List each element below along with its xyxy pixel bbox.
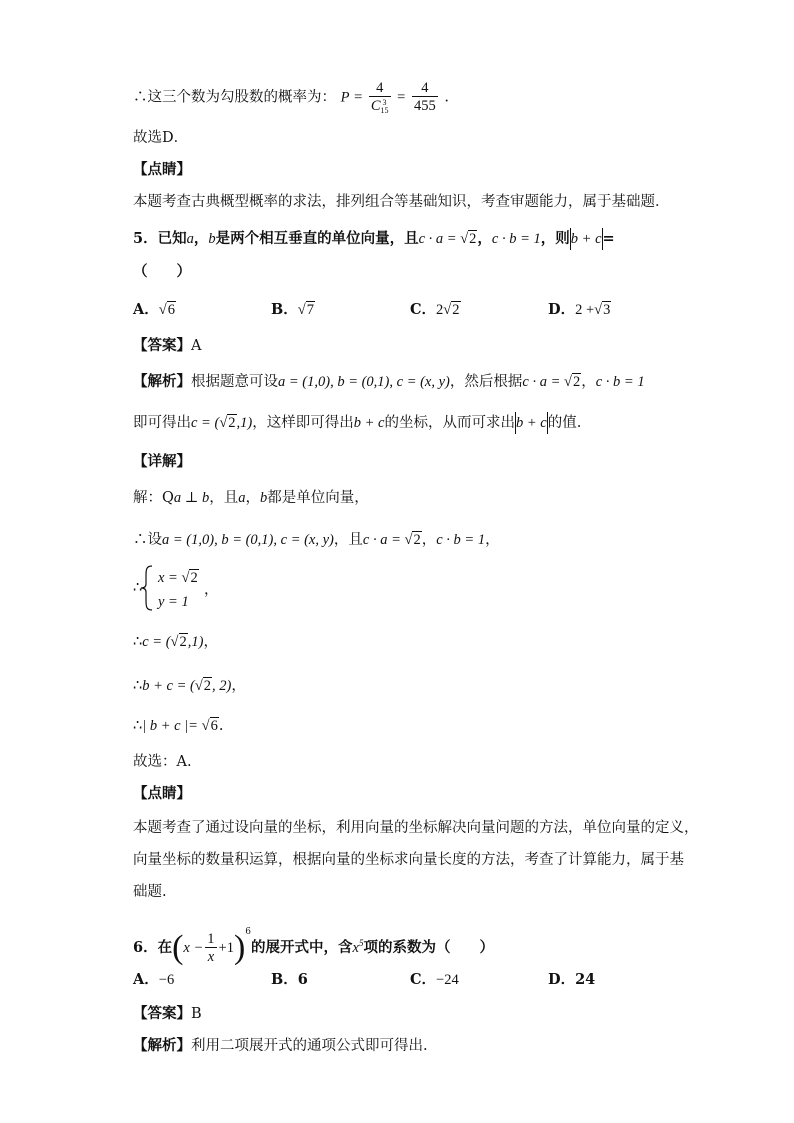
equals-sign: = bbox=[354, 89, 363, 106]
summary-2-line2: 向量坐标的数量积运算，根据向量的坐标求向量长度的方法，考查了计算能力，属于基 bbox=[133, 852, 684, 868]
q5-text-a: 5．已知 bbox=[133, 230, 187, 247]
prob-text: ∴这三个数为勾股数的概率为： bbox=[133, 89, 336, 106]
period: . bbox=[444, 89, 449, 106]
q6-option-d-label: D． bbox=[548, 971, 576, 988]
q5-option-b[interactable]: B．√7 bbox=[271, 301, 314, 318]
fraction-4-over-455 bbox=[412, 80, 438, 115]
q6-option-b-label: B． bbox=[271, 971, 298, 988]
solve-text-a: 解：Q bbox=[133, 490, 174, 506]
equals-sign-2: = bbox=[397, 89, 406, 106]
answer-6 bbox=[133, 1004, 202, 1024]
q5-paren: （ ） bbox=[133, 263, 191, 280]
q6-option-a[interactable] bbox=[133, 970, 174, 990]
answer-label-6: 【答案】 bbox=[133, 1005, 191, 1022]
option-b-value: 7 bbox=[306, 302, 314, 318]
q5-text-d: ， bbox=[477, 230, 492, 247]
answer-label: 【答案】 bbox=[133, 337, 191, 354]
q6-option-b[interactable] bbox=[271, 970, 308, 990]
option-c-coef: 2 bbox=[436, 302, 444, 318]
analysis-5-line2: 即可得出c = (√2,1)，这样即可得出b + c的坐标，从而可求出b + c的值. bbox=[133, 412, 581, 434]
q5-text-e: ，则 bbox=[540, 230, 570, 247]
option-d-value: 3 bbox=[603, 302, 611, 318]
option-b-label: B． bbox=[271, 301, 298, 318]
system-comma: ， bbox=[204, 582, 219, 598]
dianjing-label-1: 【点睛】 bbox=[133, 161, 191, 178]
therefore-symbol-3: ∴ bbox=[133, 678, 143, 694]
analysis-text-f: 的值. bbox=[547, 415, 582, 431]
q6-option-a-label: A． bbox=[133, 971, 159, 988]
q5-option-d[interactable]: D．2 +√3 bbox=[548, 301, 611, 318]
q6-option-c-value: −24 bbox=[436, 972, 459, 988]
q6-option-d[interactable] bbox=[548, 970, 595, 990]
b-plus-c-result: ∴b + c = (√2, 2)， bbox=[133, 678, 246, 694]
q5-option-c[interactable]: C．2√2 bbox=[410, 301, 460, 318]
eq-y: y = 1 bbox=[158, 594, 189, 610]
c-result: ∴c = (√2,1)， bbox=[133, 634, 218, 650]
length-result: ∴| b + c |= √6. bbox=[133, 718, 224, 734]
analysis-text-d: ，这样即可得出 bbox=[252, 415, 354, 431]
analysis-6-text: 利用二项展开式的通项公式即可得出. bbox=[191, 1038, 428, 1054]
answer-value: A bbox=[191, 338, 202, 354]
q6-option-d-value: 24 bbox=[575, 971, 596, 988]
eq-x: x = √2 bbox=[158, 570, 198, 586]
q6-text-b: 的展开式中，含 bbox=[251, 939, 353, 956]
choose-a: 故选：A. bbox=[133, 754, 192, 770]
brace-icon bbox=[138, 564, 158, 612]
analysis-label: 【解析】 bbox=[133, 373, 191, 390]
therefore-symbol-2: ∴ bbox=[133, 634, 143, 650]
q5-text-b: ， bbox=[193, 230, 209, 247]
q6-option-c-label: C． bbox=[410, 971, 437, 988]
therefore-symbol: ∴ bbox=[133, 580, 143, 596]
q6-option-c[interactable] bbox=[410, 970, 459, 990]
option-a-label: A． bbox=[133, 301, 159, 318]
summary-2-line3: 础题. bbox=[133, 884, 167, 900]
q6-text-a: 6．在 bbox=[133, 939, 173, 956]
denominator bbox=[369, 97, 391, 115]
option-c-label: C． bbox=[410, 301, 437, 318]
q5-text-f: = bbox=[602, 230, 615, 247]
set-line: ∴设a = (1,0), b = (0,1), c = (x, y)，且c · a = √2，c · b = 1， bbox=[133, 532, 500, 548]
detail-label: 【详解】 bbox=[133, 453, 191, 470]
solve-line: 解：Qa ⊥ b，且a，b都是单位向量， bbox=[133, 490, 369, 506]
prob-P: P bbox=[340, 89, 350, 106]
numerator: 4 bbox=[369, 80, 391, 97]
analysis-text-b: ，然后根据 bbox=[449, 374, 523, 390]
answer-5 bbox=[133, 336, 201, 356]
answer-value-6: B bbox=[191, 1006, 202, 1022]
analysis-text-e: 的坐标，从而可求出 bbox=[384, 415, 515, 431]
analysis-text-a: 根据题意可设 bbox=[191, 374, 278, 390]
summary-1: 本题考查古典概型概率的求法，排列组合等基础知识，考查审题能力，属于基础题． bbox=[133, 194, 670, 210]
q6-text-c: 项的系数为（ ） bbox=[363, 939, 494, 956]
option-d-pre: 2 + bbox=[575, 302, 595, 318]
analysis-text-c: 即可得出 bbox=[133, 415, 191, 431]
summary-2-line1: 本题考查了通过设向量的坐标，利用向量的坐标解决向量问题的方法，单位向量的定义， bbox=[133, 820, 699, 836]
option-a-value: 6 bbox=[167, 302, 175, 318]
choose-d: 故选D． bbox=[133, 130, 189, 146]
analysis-5-line1: 【解析】根据题意可设a = (1,0), b = (0,1), c = (x, y)，然后根据c · a = √2，c · b = 1 bbox=[133, 373, 645, 390]
option-c-value: 2 bbox=[452, 302, 460, 318]
comb-sup: 3 bbox=[382, 97, 387, 107]
numerator-2: 4 bbox=[412, 80, 438, 97]
q5-option-a[interactable]: A．√6 bbox=[133, 301, 175, 318]
solve-text-c: 都是单位向量， bbox=[267, 490, 369, 506]
analysis-6 bbox=[133, 1036, 428, 1056]
analysis-label-6: 【解析】 bbox=[133, 1037, 191, 1054]
question-6: 6．在(x − $\frac{1}{x}$ +1)$^6$的展开式中，含$x^5$项的系数为（ ） bbox=[133, 927, 494, 966]
set-text-a: ∴设 bbox=[133, 532, 162, 548]
q6-option-b-value: 6 bbox=[297, 971, 308, 988]
q5-text-c: 是两个相互垂直的单位向量，且 bbox=[215, 230, 419, 247]
therefore-symbol-4: ∴ bbox=[133, 718, 143, 734]
solve-text-b: ，且 bbox=[209, 490, 239, 506]
denominator-2: 455 bbox=[413, 98, 436, 114]
option-d-label: D． bbox=[548, 301, 576, 318]
combination-symbol: C bbox=[370, 98, 381, 114]
fraction-4-over-C bbox=[369, 80, 391, 115]
probability-line bbox=[133, 80, 449, 115]
set-text-b: ，且 bbox=[333, 532, 363, 548]
dianjing-label-2: 【点睛】 bbox=[133, 785, 191, 802]
q6-option-a-value: −6 bbox=[158, 972, 175, 988]
comb-sub: 15 bbox=[380, 105, 389, 115]
question-5: 5．已知a，b是两个相互垂直的单位向量，且c · a = √2，c · b = 1，则b + c= bbox=[133, 228, 615, 250]
